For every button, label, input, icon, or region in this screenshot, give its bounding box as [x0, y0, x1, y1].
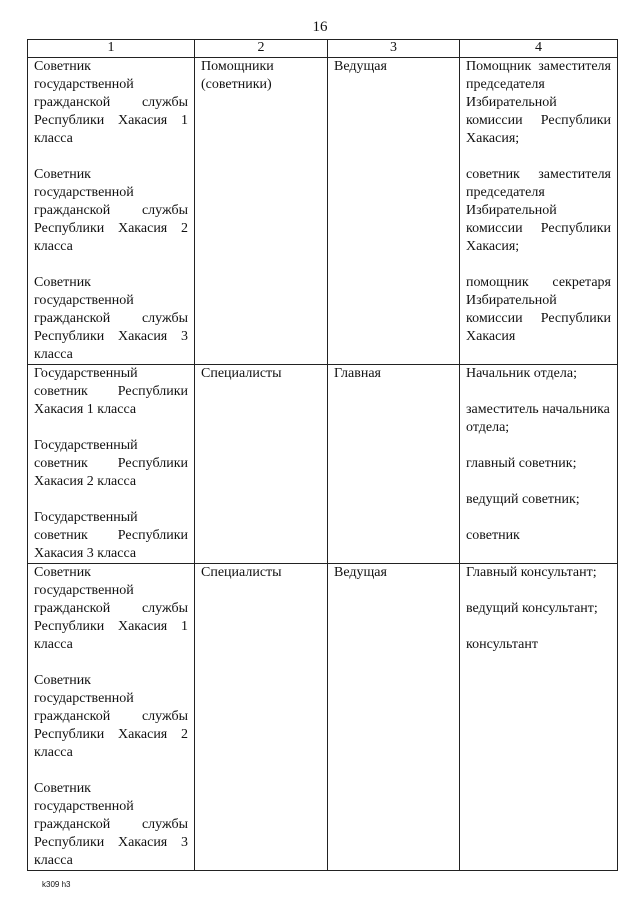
class-rank-text: Советник государственной гражданской службы Республики Хакасия 3 класса — [34, 275, 188, 362]
position-cell — [460, 58, 618, 365]
class-rank-text: Государственный советник Республики Хакасия 3 класса — [34, 510, 188, 561]
table-row — [28, 564, 618, 871]
position-cell — [460, 365, 618, 564]
column-header-1: 1 — [28, 40, 195, 58]
class-rank-text: Советник государственной гражданской службы Республики Хакасия 3 класса — [34, 781, 188, 868]
category-cell — [195, 564, 328, 871]
position-text: ведущий консультант; — [466, 601, 598, 616]
position-text: Начальник отдела; — [466, 366, 577, 381]
category-text: Специалисты — [201, 565, 282, 580]
category-cell — [195, 58, 328, 365]
group-cell — [328, 58, 460, 365]
class-rank-cell — [28, 58, 195, 365]
table-body — [28, 58, 618, 871]
position-text: помощник секретаря Избирательной комиссии Республики Хакасия — [466, 275, 611, 344]
column-header-2: 2 — [195, 40, 328, 58]
group-text: Главная — [334, 366, 381, 381]
group-text: Ведущая — [334, 59, 387, 74]
table-row — [28, 365, 618, 564]
header-row — [28, 40, 618, 58]
class-rank-text: Государственный советник Республики Хакасия 2 класса — [34, 438, 188, 489]
class-rank-text: Советник государственной гражданской службы Республики Хакасия 1 класса — [34, 59, 188, 146]
group-text: Ведущая — [334, 565, 387, 580]
table-row — [28, 58, 618, 365]
class-rank-cell — [28, 564, 195, 871]
position-text: заместитель начальника отдела; — [466, 402, 610, 435]
position-cell — [460, 564, 618, 871]
footer-code: k309 h3 — [42, 880, 71, 889]
class-rank-text: Советник государственной гражданской службы Республики Хакасия 1 класса — [34, 565, 188, 652]
group-cell — [328, 365, 460, 564]
position-text: Помощник заместителя председателя Избирательной комиссии Республики Хакасия; — [466, 59, 611, 146]
class-rank-text: Государственный советник Республики Хакасия 1 класса — [34, 366, 188, 417]
position-text: Главный консультант; — [466, 565, 597, 580]
positions-table — [27, 39, 618, 871]
category-cell — [195, 365, 328, 564]
position-text: советник заместителя председателя Избирательной комиссии Республики Хакасия; — [466, 167, 611, 254]
group-cell — [328, 564, 460, 871]
class-rank-cell — [28, 365, 195, 564]
class-rank-text: Советник государственной гражданской службы Республики Хакасия 2 класса — [34, 167, 188, 254]
position-text: консультант — [466, 637, 538, 652]
position-text: ведущий советник; — [466, 492, 580, 507]
page-number: 16 — [312, 19, 328, 35]
category-text: Помощники (советники) — [201, 59, 274, 92]
column-header-4: 4 — [460, 40, 618, 58]
class-rank-text: Советник государственной гражданской службы Республики Хакасия 2 класса — [34, 673, 188, 760]
category-text: Специалисты — [201, 366, 282, 381]
column-header-3: 3 — [328, 40, 460, 58]
position-text: главный советник; — [466, 456, 577, 471]
position-text: советник — [466, 528, 520, 543]
table-header — [28, 40, 618, 58]
